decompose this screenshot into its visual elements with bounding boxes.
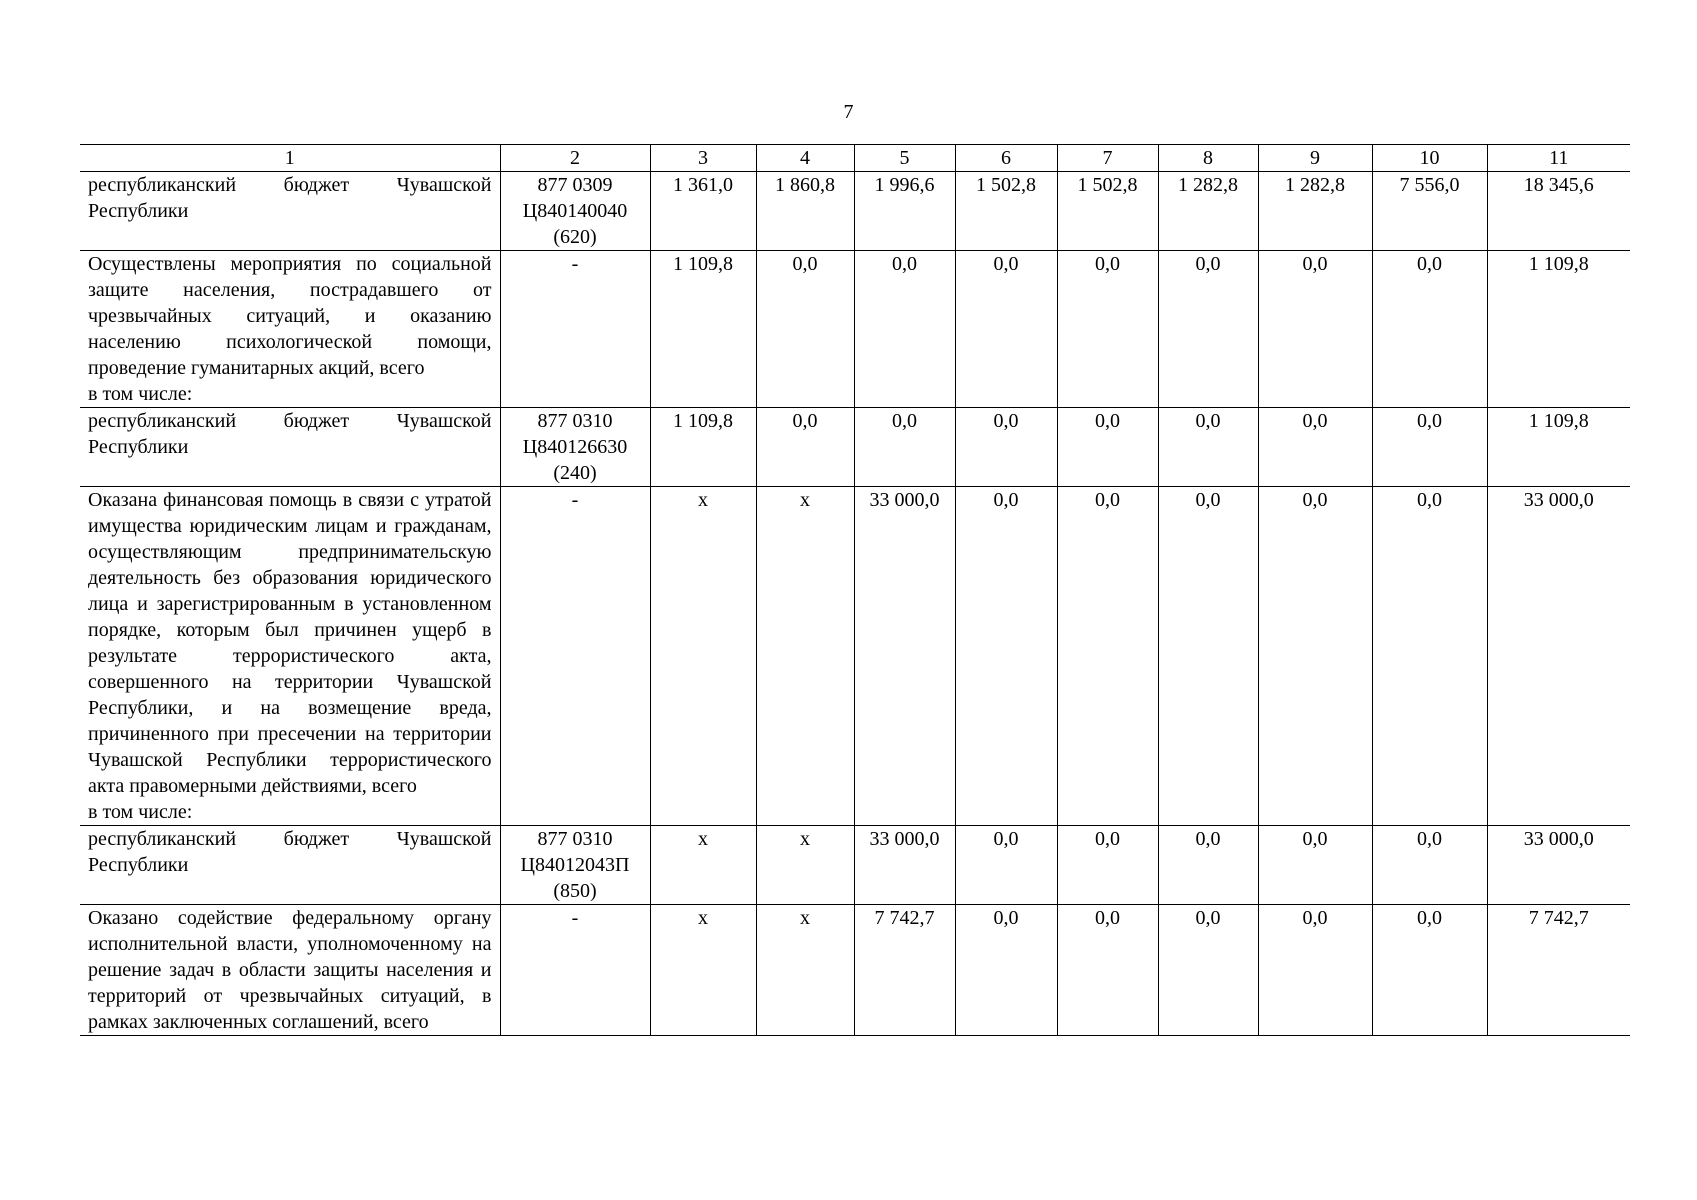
cell-value: 1 996,6	[854, 172, 955, 251]
cell-value: 0,0	[1057, 408, 1158, 487]
row-description: Осуществлены мероприятия по социальной защите населения, пострадавшего от чрезвычайных ситуаций, и оказанию населению психологической помощи, проведение гуманитарных акций, всего в том числе:	[80, 251, 500, 408]
row-description: республиканский бюджет Чувашской Республики	[80, 408, 500, 487]
cell-value: х	[650, 905, 756, 1036]
cell-value: 1 282,8	[1258, 172, 1372, 251]
cell-value: 1 109,8	[650, 251, 756, 408]
cell-value: 0,0	[955, 487, 1057, 826]
column-header: 5	[854, 145, 955, 172]
cell-value: 0,0	[1258, 487, 1372, 826]
column-header: 10	[1372, 145, 1487, 172]
cell-value: 0,0	[955, 408, 1057, 487]
cell-value: 18 345,6	[1487, 172, 1630, 251]
row-budget-code: 877 0310 Ц84012043П (850)	[500, 826, 650, 905]
row-description: Оказана финансовая помощь в связи с утратой имущества юридическим лицам и гражданам, осуществляющим предпринимательскую деятельность без образования юридического лица и зарегистрированным в установленном порядке, которым был причинен ущерб в результате террористического акта, совершенного на территории Чувашской Республики, и на возмещение вреда, причиненного при пресечении на территории Чувашской Республики террористического акта правомерными действиями, всего в том числе:	[80, 487, 500, 826]
cell-value: 7 742,7	[1487, 905, 1630, 1036]
column-header: 7	[1057, 145, 1158, 172]
row-budget-code: -	[500, 487, 650, 826]
column-number-row	[80, 145, 1630, 172]
cell-value: 1 109,8	[650, 408, 756, 487]
cell-value: 1 109,8	[1487, 408, 1630, 487]
table-row	[80, 487, 1630, 826]
column-header: 6	[955, 145, 1057, 172]
column-header: 3	[650, 145, 756, 172]
cell-value: 1 282,8	[1158, 172, 1258, 251]
column-header: 1	[80, 145, 500, 172]
cell-value: 0,0	[955, 826, 1057, 905]
cell-value: х	[756, 905, 854, 1036]
cell-value: 33 000,0	[854, 826, 955, 905]
budget-table	[80, 144, 1630, 1036]
cell-value: 0,0	[1057, 251, 1158, 408]
cell-value: 0,0	[854, 408, 955, 487]
cell-value: 0,0	[1057, 826, 1158, 905]
cell-value: 0,0	[1057, 487, 1158, 826]
cell-value: 1 860,8	[756, 172, 854, 251]
cell-value: х	[756, 487, 854, 826]
cell-value: 0,0	[1258, 251, 1372, 408]
cell-value: 0,0	[1158, 905, 1258, 1036]
row-budget-code: -	[500, 251, 650, 408]
cell-value: 0,0	[1158, 408, 1258, 487]
cell-value: 0,0	[1372, 487, 1487, 826]
row-budget-code: 877 0310 Ц840126630 (240)	[500, 408, 650, 487]
cell-value: 0,0	[1372, 251, 1487, 408]
row-description: республиканский бюджет Чувашской Республики	[80, 826, 500, 905]
cell-value: 0,0	[1158, 251, 1258, 408]
cell-value: 0,0	[1372, 408, 1487, 487]
column-header: 8	[1158, 145, 1258, 172]
column-header: 4	[756, 145, 854, 172]
cell-value: 33 000,0	[1487, 487, 1630, 826]
cell-value: 0,0	[1057, 905, 1158, 1036]
cell-value: 1 109,8	[1487, 251, 1630, 408]
cell-value: 0,0	[1372, 905, 1487, 1036]
table-row	[80, 905, 1630, 1036]
cell-value: 1 361,0	[650, 172, 756, 251]
cell-value: 1 502,8	[955, 172, 1057, 251]
cell-value: 7 556,0	[1372, 172, 1487, 251]
cell-value: 0,0	[756, 251, 854, 408]
table-row	[80, 826, 1630, 905]
cell-value: 33 000,0	[854, 487, 955, 826]
column-header: 9	[1258, 145, 1372, 172]
cell-value: 0,0	[1258, 826, 1372, 905]
row-description: республиканский бюджет Чувашской Республики	[80, 172, 500, 251]
cell-value: 0,0	[756, 408, 854, 487]
cell-value: 0,0	[1258, 408, 1372, 487]
table-row	[80, 172, 1630, 251]
row-budget-code: 877 0309 Ц840140040 (620)	[500, 172, 650, 251]
column-header: 11	[1487, 145, 1630, 172]
cell-value: 0,0	[955, 251, 1057, 408]
cell-value: 0,0	[1372, 826, 1487, 905]
cell-value: 0,0	[854, 251, 955, 408]
cell-value: х	[756, 826, 854, 905]
row-description: Оказано содействие федеральному органу исполнительной власти, уполномоченному на решение задач в области защиты населения и территорий от чрезвычайных ситуаций, в рамках заключенных соглашений, всего	[80, 905, 500, 1036]
cell-value: х	[650, 826, 756, 905]
cell-value: 7 742,7	[854, 905, 955, 1036]
cell-value: 33 000,0	[1487, 826, 1630, 905]
row-budget-code: -	[500, 905, 650, 1036]
cell-value: х	[650, 487, 756, 826]
column-header: 2	[500, 145, 650, 172]
cell-value: 0,0	[955, 905, 1057, 1036]
page-number: 7	[843, 101, 854, 123]
table-row	[80, 408, 1630, 487]
cell-value: 0,0	[1258, 905, 1372, 1036]
table-row	[80, 251, 1630, 408]
cell-value: 0,0	[1158, 487, 1258, 826]
cell-value: 1 502,8	[1057, 172, 1158, 251]
cell-value: 0,0	[1158, 826, 1258, 905]
